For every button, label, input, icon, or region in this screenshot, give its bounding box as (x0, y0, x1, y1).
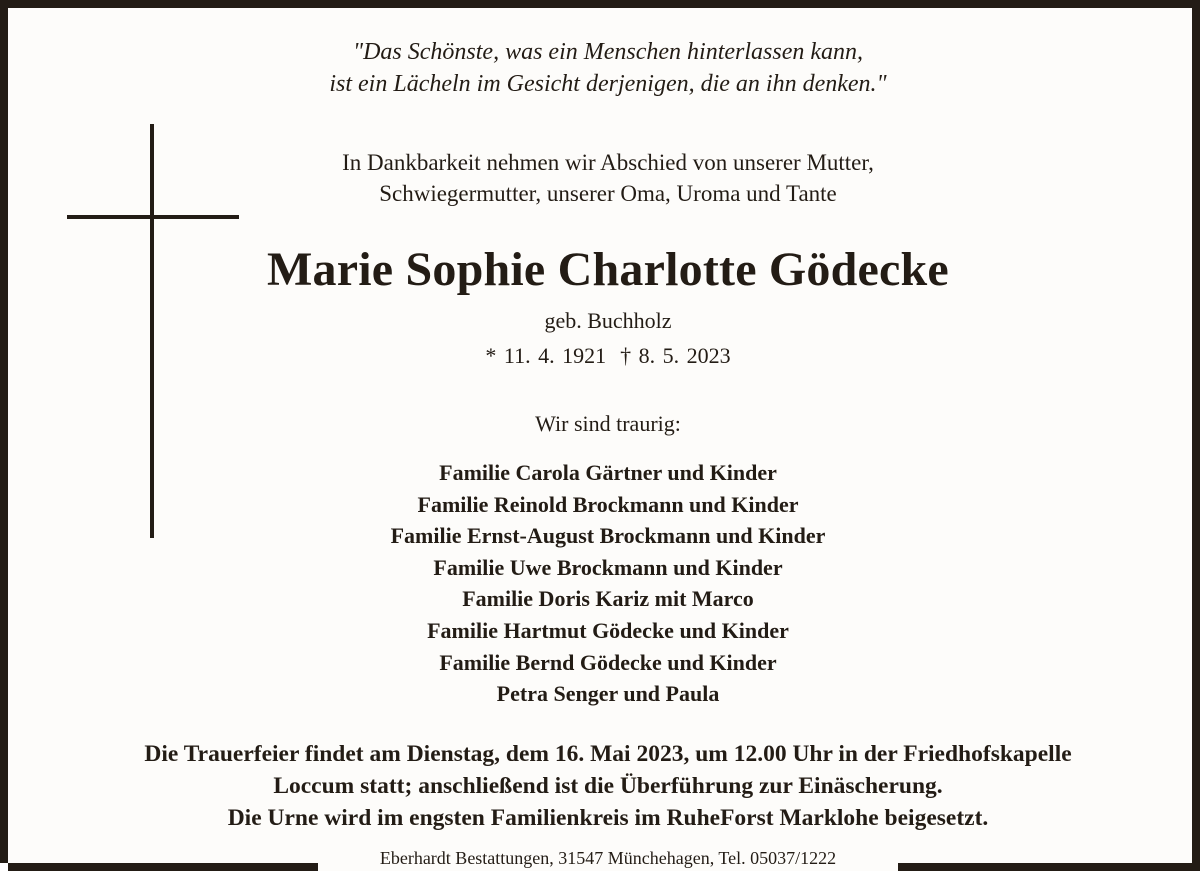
service-line-3: Die Urne wird im engsten Familienkreis im RuheForst Marklohe beigesetzt. (227, 805, 989, 831)
quote-line-1: "Das Schönste, was ein Menschen hinterlassen kann, (353, 39, 863, 65)
deceased-name: Marie Sophie Charlotte Gödecke (267, 243, 949, 296)
intro-text (8, 147, 1200, 209)
death-date: † 8. 5. 2023 (620, 343, 731, 368)
mourner-entry: Familie Reinold Brockmann und Kinder (417, 491, 799, 517)
funeral-service-info (8, 738, 1200, 834)
service-line-1: Die Trauerfeier findet am Dienstag, dem 16. Mai 2023, um 12.00 Uhr in der Friedhofskapelle (144, 741, 1072, 767)
mourner-entry: Familie Doris Kariz mit Marco (462, 586, 754, 612)
mourner-entry: Familie Bernd Gödecke und Kinder (439, 649, 777, 675)
memorial-quote (8, 36, 1200, 100)
funeral-home-footer: Eberhardt Bestattungen, 31547 Münchehagen, Tel. 05037/1222 (318, 845, 898, 871)
mourners-list (8, 457, 1200, 710)
birth-name: geb. Buchholz (544, 308, 672, 333)
mourner-entry: Familie Carola Gärtner und Kinder (439, 460, 777, 485)
life-dates (8, 341, 1200, 371)
mourner-entry: Familie Ernst-August Brockmann und Kinder (390, 523, 826, 549)
mourners-label: Wir sind traurig: (535, 411, 681, 436)
birth-date: * 11. 4. 1921 (485, 343, 607, 368)
mourner-entry: Familie Hartmut Gödecke und Kinder (427, 617, 789, 643)
quote-line-2: ist ein Lächeln im Gesicht derjenigen, die an ihn denken." (329, 71, 887, 97)
mourner-entry: Petra Senger und Paula (496, 681, 720, 707)
intro-line-1: In Dankbarkeit nehmen wir Abschied von unserer Mutter, (342, 150, 874, 175)
mourner-entry: Familie Uwe Brockmann und Kinder (433, 554, 783, 580)
intro-line-2: Schwiegermutter, unserer Oma, Uroma und Tante (379, 181, 837, 206)
service-line-2: Loccum statt; anschließend ist die Überführung zur Einäscherung. (273, 773, 943, 799)
